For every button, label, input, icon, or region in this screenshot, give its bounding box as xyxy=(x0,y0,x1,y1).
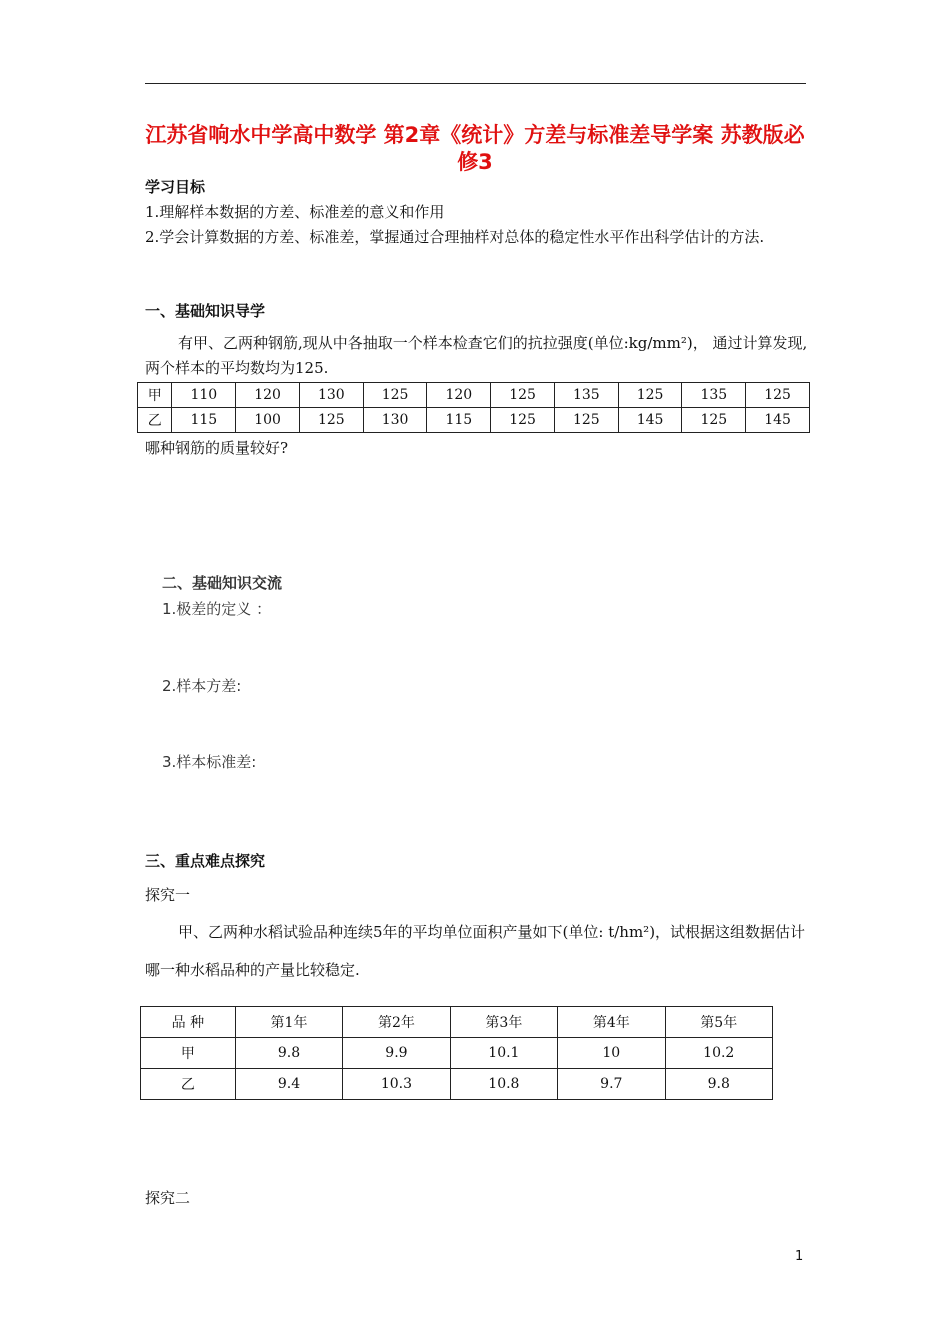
header-cell: 第5年 xyxy=(665,1007,772,1038)
table-cell: 9.7 xyxy=(558,1069,665,1100)
section1-question: 哪种钢筋的质量较好? xyxy=(145,439,289,457)
table-cell: 145 xyxy=(746,408,810,433)
section1-heading: 一、基础知识导学 xyxy=(145,302,266,320)
objective-item-2: 2.学会计算数据的方差、标准差，掌握通过合理抽样对总体的稳定性水平作出科学估计的方法. xyxy=(145,228,765,246)
table-cell: 135 xyxy=(554,383,618,408)
table-cell: 125 xyxy=(746,383,810,408)
section3-heading: 三、重点难点探究 xyxy=(145,852,266,870)
table-cell: 120 xyxy=(427,383,491,408)
rice-yield-table xyxy=(140,1006,773,1100)
table-cell: 9.8 xyxy=(235,1038,342,1069)
row-label: 甲 xyxy=(138,383,172,408)
table-row xyxy=(141,1069,773,1100)
table-cell: 125 xyxy=(618,383,682,408)
document-title: 江苏省响水中学高中数学 第2章《统计》方差与标准差导学案 苏教版必修3 xyxy=(145,123,805,174)
explore2-label: 探究二 xyxy=(145,1189,191,1207)
table-cell: 125 xyxy=(363,383,427,408)
table-cell: 115 xyxy=(172,408,236,433)
table-row xyxy=(141,1038,773,1069)
section2-heading: 二、基础知识交流 xyxy=(162,574,283,592)
section2-item-2: 2.样本方差: xyxy=(162,677,242,695)
table-cell: 125 xyxy=(491,383,555,408)
table-cell: 10.1 xyxy=(450,1038,557,1069)
table-header-row xyxy=(141,1007,773,1038)
table-cell: 125 xyxy=(554,408,618,433)
header-cell: 第3年 xyxy=(450,1007,557,1038)
table-cell: 135 xyxy=(682,383,746,408)
header-cell: 品 种 xyxy=(141,1007,236,1038)
page-number: 1 xyxy=(795,1249,804,1264)
header-cell: 第1年 xyxy=(235,1007,342,1038)
table-cell: 乙 xyxy=(141,1069,236,1100)
header-rule xyxy=(145,83,806,84)
table-cell: 110 xyxy=(172,383,236,408)
table-cell: 9.8 xyxy=(665,1069,772,1100)
table-cell: 100 xyxy=(236,408,300,433)
explore1-text: 甲、乙两种水稻试验品种连续5年的平均单位面积产量如下(单位: t/hm²)，试根据这组数据估计哪一种水稻品种的产量比较稳定. xyxy=(145,923,806,979)
table-row xyxy=(138,408,810,433)
table-cell: 9.4 xyxy=(235,1069,342,1100)
table-cell: 125 xyxy=(491,408,555,433)
header-cell: 第2年 xyxy=(343,1007,450,1038)
table-cell: 10.3 xyxy=(343,1069,450,1100)
section1-intro: 有甲、乙两种钢筋,现从中各抽取一个样本检查它们的抗拉强度(单位:kg/mm²)， 通过计算发现,两个样本的平均数均为125. xyxy=(145,334,808,377)
table-cell: 10.8 xyxy=(450,1069,557,1100)
table-cell: 125 xyxy=(682,408,746,433)
steel-strength-table xyxy=(137,382,810,433)
table-cell: 10 xyxy=(558,1038,665,1069)
table-cell: 10.2 xyxy=(665,1038,772,1069)
section2-item-1: 1.极差的定义 ： xyxy=(162,600,272,618)
objectives-heading: 学习目标 xyxy=(145,178,206,196)
header-cell: 第4年 xyxy=(558,1007,665,1038)
table-cell: 9.9 xyxy=(343,1038,450,1069)
explore1-label: 探究一 xyxy=(145,886,191,904)
row-label: 乙 xyxy=(138,408,172,433)
table-cell: 145 xyxy=(618,408,682,433)
table-row xyxy=(138,383,810,408)
table-cell: 甲 xyxy=(141,1038,236,1069)
section2-item-3: 3.样本标准差: xyxy=(162,753,257,771)
table-cell: 125 xyxy=(299,408,363,433)
objective-item-1: 1.理解样本数据的方差、标准差的意义和作用 xyxy=(145,203,445,221)
table-cell: 115 xyxy=(427,408,491,433)
table-cell: 130 xyxy=(299,383,363,408)
table-cell: 120 xyxy=(236,383,300,408)
table-cell: 130 xyxy=(363,408,427,433)
